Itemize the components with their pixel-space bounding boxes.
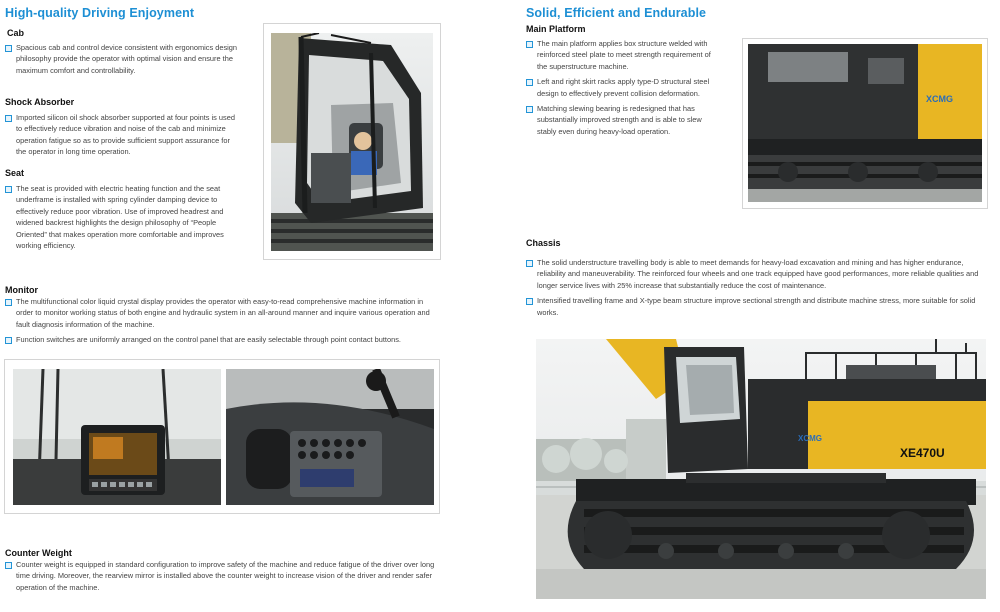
platform-bullet-2: Left and right skirt racks apply type-D structural steel design to effectively prevent collision deformation. [537,77,710,98]
checkbox-bullet-icon [5,115,12,122]
platform-photo-frame [742,38,988,209]
monitor-photo [13,369,221,505]
left-heading: High-quality Driving Enjoyment [5,6,195,20]
checkbox-bullet-icon [5,299,12,306]
checkbox-bullet-icon [5,337,12,344]
checkbox-bullet-icon [526,41,533,48]
excavator-model: XE470U [900,446,945,460]
checkbox-bullet-icon [5,45,12,52]
counter-title: Counter Weight [5,548,72,558]
monitor-bullet-2: Function switches are uniformly arranged on the control panel that are easily selectable through point contact buttons. [16,335,401,345]
platform-photo-logo: XCMG [926,94,953,104]
checkbox-bullet-icon [5,562,12,569]
cab-photo [271,33,433,251]
seat-bullet: The seat is provided with electric heating function and the seat underframe is installed with spring cylinder damping device to effectively reduce poor vibration. Use of improved headrest and widened backrest highlights the design philosophy of “People Oriented” that makes operation more comfortable and improves working efficiency. [16,184,224,251]
control-panel-photo [226,369,434,505]
chassis-bullet-1: The solid understructure travelling body is able to meet demands for heavy-load excavation and mining and has higher endurance, reliability and maneuverability. The reinforced four wheels and one track equipped have good performances, more reliable qualities and longer service lives with 25% increase that substantially reduce the cost of maintenance. [537,258,979,290]
chassis-title: Chassis [526,238,561,248]
cab-photo-frame [263,23,441,260]
checkbox-bullet-icon [526,260,533,267]
checkbox-bullet-icon [5,186,12,193]
cab-bullet: Spacious cab and control device consistent with ergonomics design philosophy provide the operator with optimal vision and ensure the maximum comfort and controllability. [16,43,238,75]
monitor-photos-frame [4,359,440,514]
seat-text [5,183,241,251]
right-heading: Solid, Efficient and Endurable [526,6,707,20]
monitor-text [5,296,441,346]
chassis-text [526,257,988,318]
counter-bullet: Counter weight is equipped in standard configuration to improve safety of the machine and reduce fatigue of the driver over long time driving. Moreover, the rearview mirror is installed above the counter weight to increase vision of the driver and render safer operation of the machine. [16,560,435,592]
seat-title: Seat [5,168,25,178]
counter-text [5,559,441,593]
chassis-bullet-2: Intensified travelling frame and X-type beam structure improve sectional strength and distribute machine stress, more suitable for solid works. [537,296,976,317]
cab-text [5,42,241,76]
shock-text [5,112,241,158]
checkbox-bullet-icon [526,79,533,86]
shock-bullet: Imported silicon oil shock absorber supported at four points is used to effectively reduce vibration and noise of the cab and minimize operation fatigue so as to provide sufficient support assurance for the operator in long time operation. [16,113,235,157]
checkbox-bullet-icon [526,298,533,305]
checkbox-bullet-icon [526,106,533,113]
platform-photo [748,44,982,202]
shock-title: Shock Absorber [5,97,75,107]
excavator-logo: XCMG [798,434,822,443]
cab-title: Cab [7,28,25,38]
platform-title: Main Platform [526,24,586,34]
monitor-title: Monitor [5,285,38,295]
platform-bullet-3: Matching slewing bearing is redesigned that has substantially improved strength and is able to slew stably even during heavy-load operation. [537,104,702,136]
excavator-photo [536,339,986,599]
monitor-bullet-1: The multifunctional color liquid crystal display provides the operator with easy-to-read comprehensive machine information in order to monitor working status of both engine and hydraulic system in an all-around manner and inquire various operation and fault diagnosis information of the machine. [16,297,430,329]
platform-text [526,38,719,137]
platform-bullet-1: The main platform applies box structure welded with reinforced steel plate to meet strength requirement of the superstructure machine. [537,39,711,71]
